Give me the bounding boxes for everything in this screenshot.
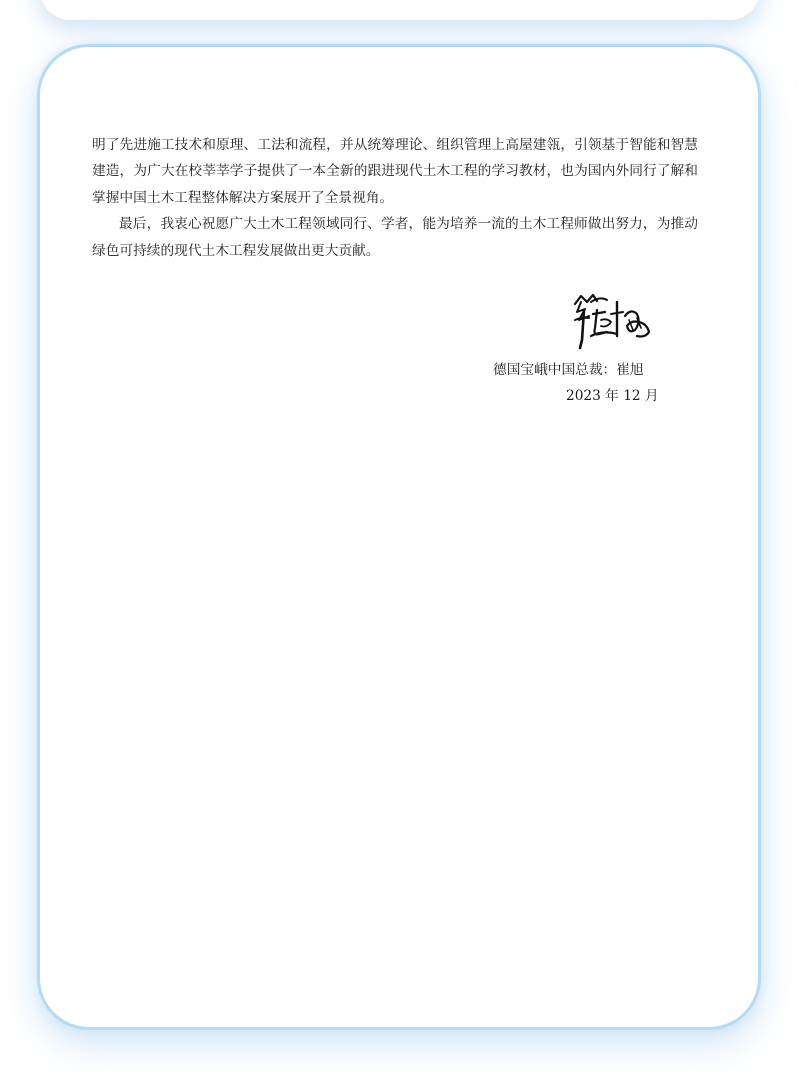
top-card-shadow (40, 0, 760, 20)
letter-paragraph: 最后，我衷心祝愿广大土木工程领域同行、学者，能为培养一流的土木工程师做出努力，为推动绿色可持续的现代土木工程发展做出更大贡献。 (92, 216, 698, 259)
handwritten-signature (567, 290, 653, 352)
letter-paragraph: 明了先进施工技术和原理、工法和流程，并从统筹理论、组织管理上高屋建瓴，引领基于智能和智慧建造，为广大在校莘莘学子提供了一本全新的跟进现代土木工程的学习教材，也为国内外同行了解和掌握中国土木工程整体解决方案展开了全景视角。 (92, 137, 698, 206)
signer-name: 德国宝峨中国总裁：崔旭 (493, 362, 644, 378)
signature-date: 2023 年 12 月 (566, 388, 659, 404)
letter-body (92, 132, 698, 264)
